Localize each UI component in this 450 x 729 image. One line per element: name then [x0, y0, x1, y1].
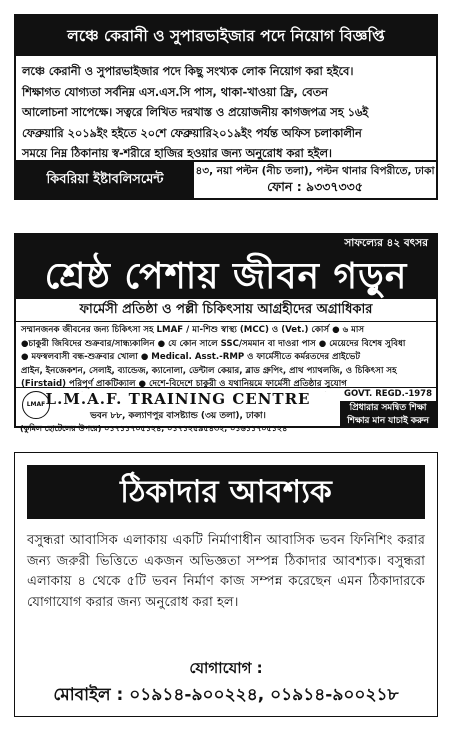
- training-centre-mobile: (কুমিল হোটেলের উপরে) ০১৭১১৭০৫১২৪, ০১৭১২৫৯৫৪৩২, ০১৬১১৭০৫১২৪: [20, 424, 288, 433]
- training-centre-footer: [16, 387, 436, 433]
- course-line: ● মফস্বলবাসী বন্ধ-শুক্রবার খোলা ● Medical. Asst.-RMP ও ফার্মেসীতে কর্মরতদের প্রাইভেট: [21, 352, 361, 363]
- firm-name: কিবরিয়া ইষ্টাবলিসমেন্ট: [16, 162, 194, 198]
- contractor-ad-title: ঠিকাদার আবশ্যক: [27, 465, 425, 519]
- govt-notes: [340, 402, 436, 427]
- training-centre-name: L.M.A.F. TRAINING CENTRE: [45, 390, 311, 408]
- recruitment-ad-line: সময়ে নিম্ন ঠিকানায় স্ব-শরীরে হাজির হওয়ার জন্য অনুরোধ করা হইল।: [22, 147, 332, 160]
- firm-contact: [194, 162, 436, 198]
- course-line: প্রাইন, ইনজেকশন, সেলাই, ব্যান্ডেজ, ক্যানোলা, ডেন্টাল কেয়ার, ব্লাড গ্রুপিং, প্রাথ প্যাথলজি, ও চিকিৎসা সহ: [21, 365, 397, 376]
- lmaf-logo-icon: LMAF: [22, 391, 50, 419]
- course-details: [16, 322, 436, 392]
- firm-address: ৪৩, নয়া পল্টন (নীচ তলা), পল্টন থানার বিপরীতে, ঢাকা: [195, 165, 435, 177]
- govt-registration: [340, 388, 436, 426]
- recruitment-ad-line: ফেব্রুয়ারি ২০১৯ইং হইতে ২০শে ফেব্রুয়ারি২০১৯ইং পর্যন্ত অফিস চলাকালীন: [22, 126, 362, 140]
- course-line: সম্মানজনক জীবনের জন্য চিকিৎসা সহ LMAF / মা-শিশু স্বাস্থ্য (MCC) ও (Vet.) কোর্স ● ৬ মাস: [21, 325, 365, 335]
- firm-phone: ফোন : ৯৩৩৭৩৩৫: [267, 179, 363, 194]
- training-centre-address: ভবন ৮৮, কল্যাণপুর বাসষ্ট্যান্ড (৩য় তলা), ঢাকা।: [90, 411, 266, 421]
- training-centre-info: [20, 390, 336, 436]
- training-ad-subtitle: ফার্মেসী প্রতিষ্ঠা ও পল্লী চিকিৎসায় আগ্রহীদের অগ্রাধিকার: [16, 299, 436, 322]
- training-ad-headline: শ্রেষ্ঠ পেশায় জীবন গড়ুন: [44, 256, 408, 297]
- govt-registration-label: GOVT. REGD.-1978: [340, 388, 436, 402]
- contact-label: যোগাযোগ :: [189, 659, 263, 677]
- course-line: (Firstaid) পরিপূর্ণ প্রাকটিক্যাল ● দেশে-বিদেশে চাকুরী ও যথানিয়মে ফার্মেসী প্রতিষ্ঠার সুযোগ: [21, 379, 347, 390]
- recruitment-ad-title: লঞ্চে কেরানী ও সুপারভাইজার পদে নিয়োগ বিজ্ঞপ্তি: [16, 16, 436, 56]
- contact-mobile: মোবাইল : ০১৯১৪-৯০০২২৪, ০১৯১৪-৯০০২১৮: [53, 685, 399, 705]
- training-ad: [14, 233, 438, 433]
- recruitment-ad: [14, 14, 438, 200]
- recruitment-ad-line: শিক্ষাগত যোগ্যতা সর্বনিম্ন এস.এস.সি পাস, থাকা-খাওয়া ফ্রি, বেতন: [22, 85, 328, 99]
- recruitment-ad-line: লঞ্চে কেরানী ও সুপারভাইজার পদে কিছু সংখ্যক লোক নিয়োগ করা হইবে।: [22, 65, 354, 78]
- years-badge: সাফল্যের ৪২ বৎসর: [344, 237, 428, 249]
- course-line: ●চাকুরী জিবিদের শুক্রবার/সান্ধ্যকালিন ● যে কোন সালে SSC/সমমান বা দাওরা পাস ● মেয়েদের বিশেষ সুবিধা: [21, 338, 406, 349]
- recruitment-ad-line: আলোচনা সাপেক্ষে। সত্বরে লিখিত দরখাস্ত ও প্রয়োজনীয় কাগজপত্র সহ ১৬ই: [22, 106, 369, 119]
- govt-note: প্রিধারার সমন্বিত শিক্ষা: [349, 403, 427, 413]
- recruitment-ad-body: [16, 56, 436, 172]
- contractor-ad-body: বসুন্ধরা আবাসিক এলাকায় একটি নির্মাণাধীন আবাসিক ভবন ফিনিশিং করার জন্য জরুরী ভিত্তিতে একজন অভিজ্ঞতা সম্পন্ন ঠিকাদার আবশ্যক। বসুন্ধরা এলাকায় ৪ থেকে ৫টি ভবন নির্মাণ কাজ সম্পন্ন করেছেন এমন ঠিকাদারকে যোগাযোগ করার জন্য অনুরোধ করা হল।: [27, 533, 425, 610]
- contractor-ad: [14, 452, 438, 717]
- training-ad-banner: [16, 235, 436, 299]
- govt-note: শিক্ষার মান যাচাই করুন: [347, 415, 429, 426]
- recruitment-ad-footer: [16, 160, 436, 198]
